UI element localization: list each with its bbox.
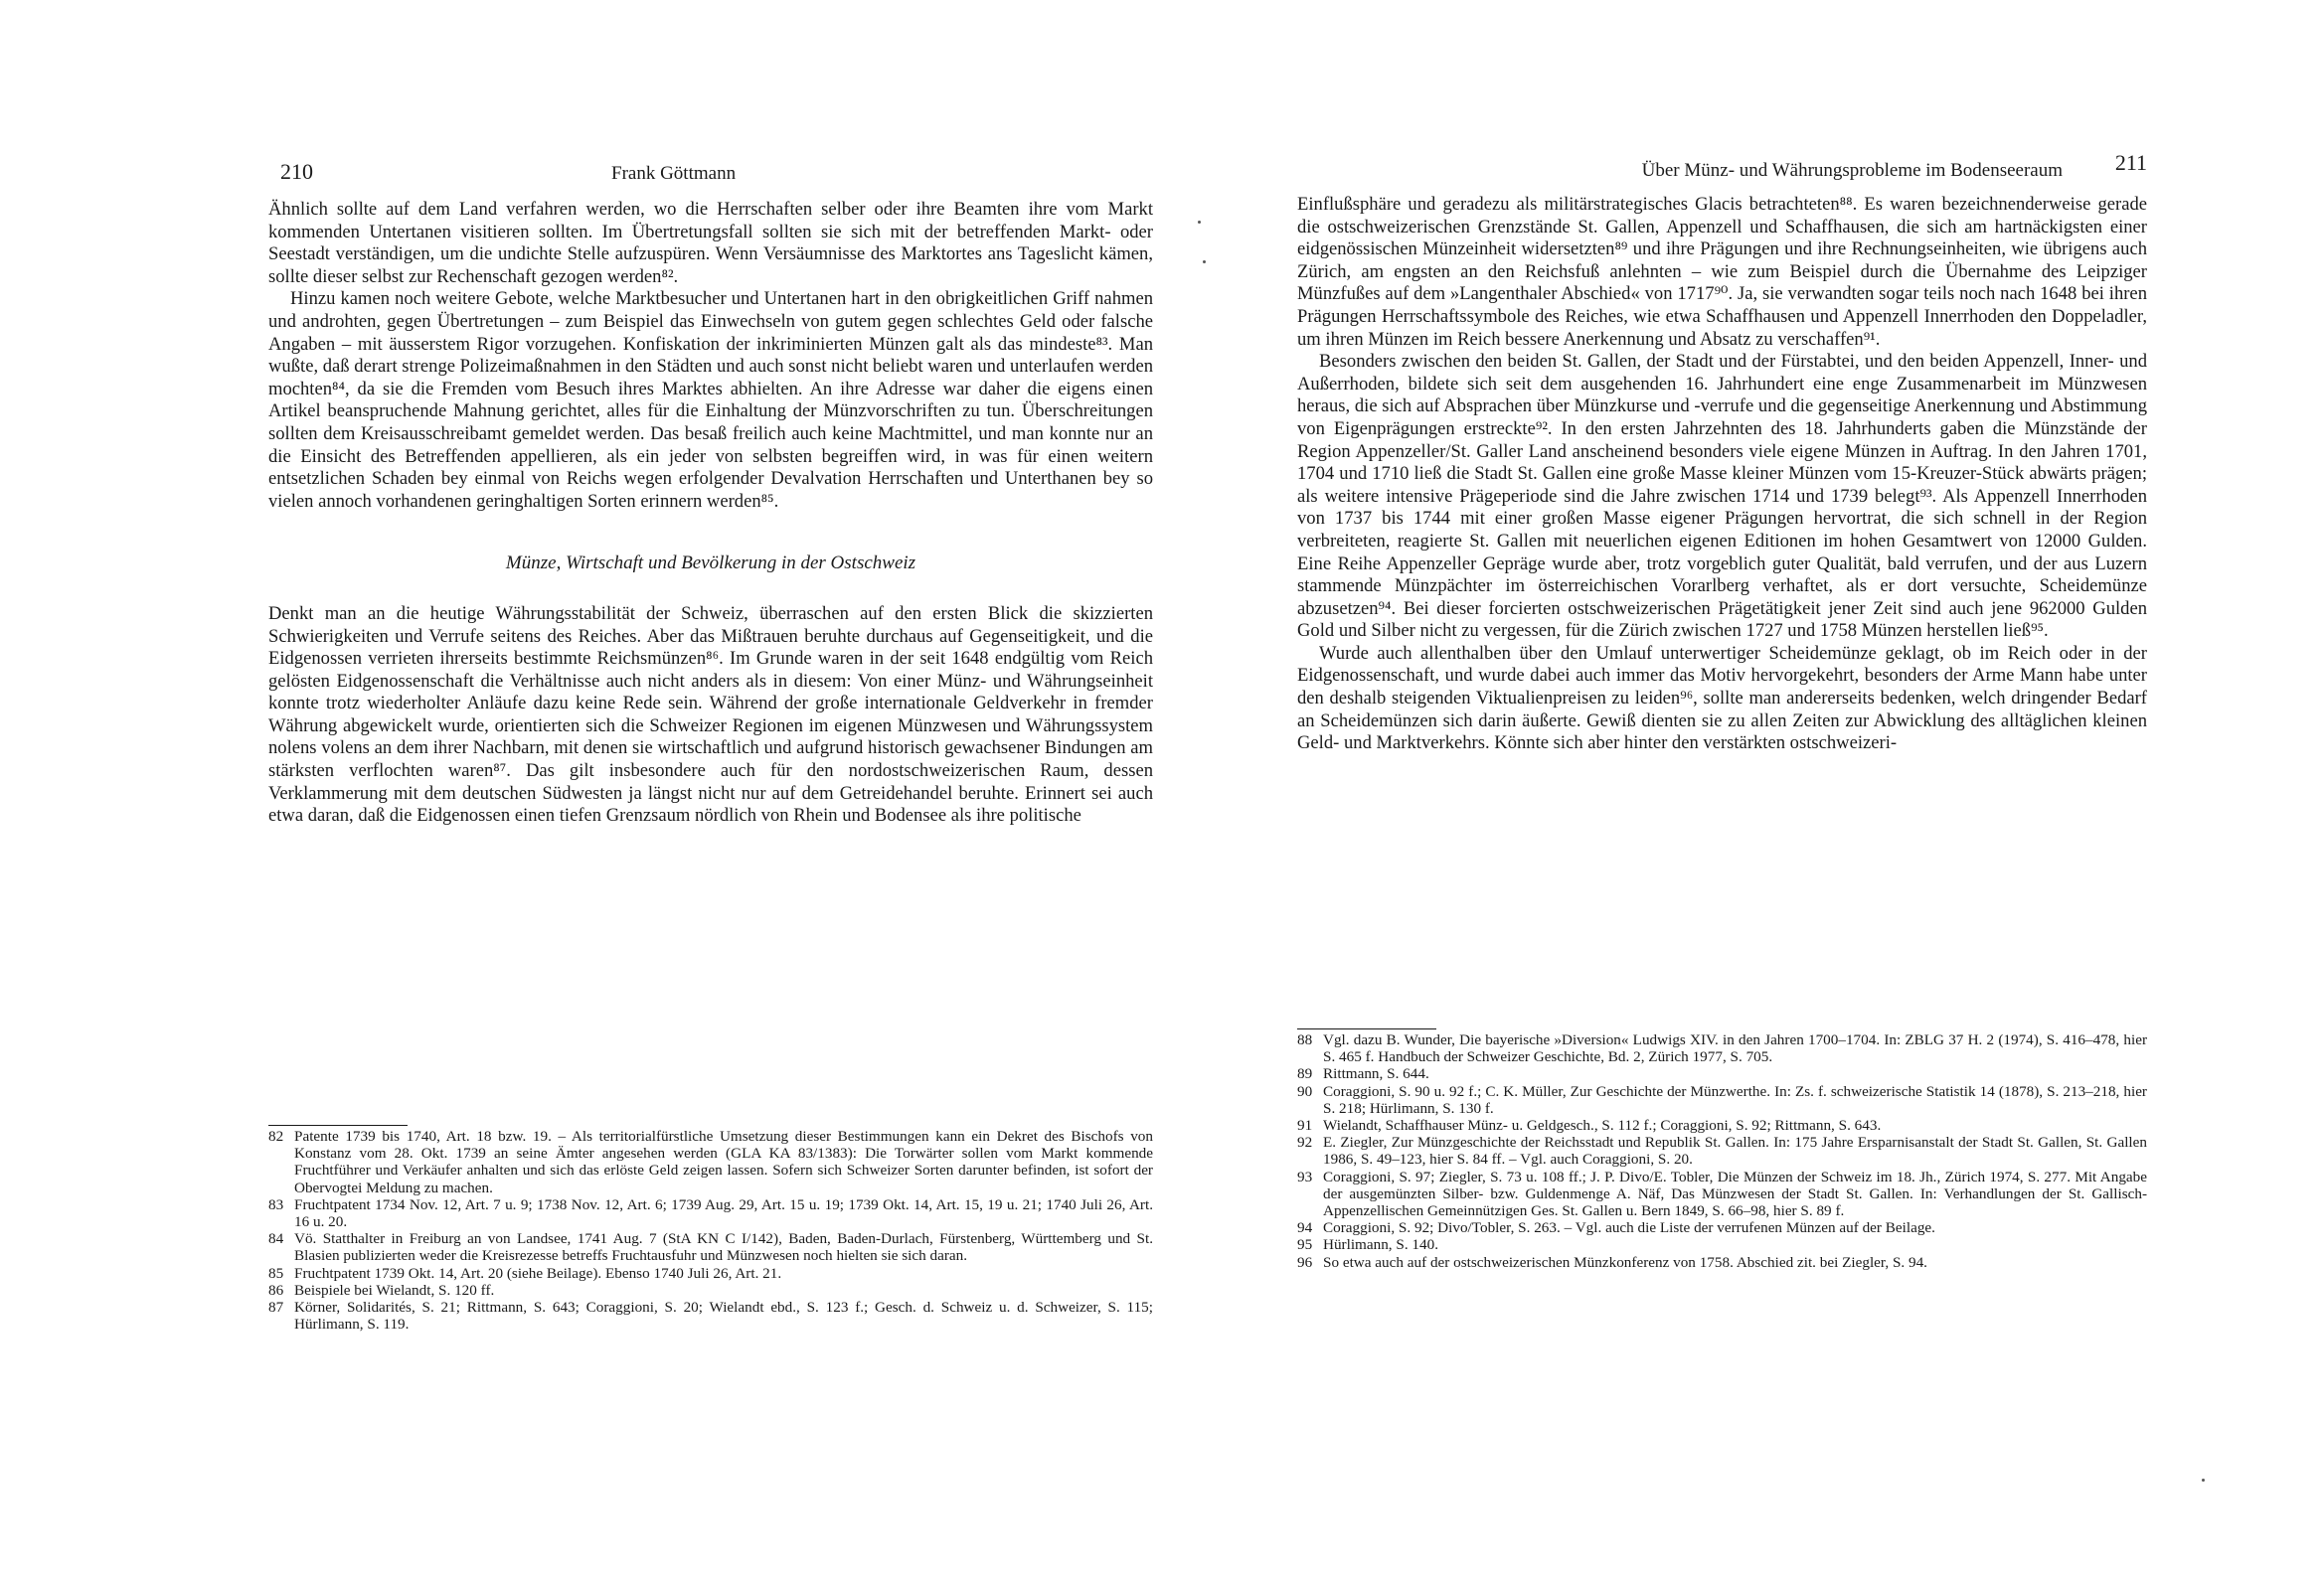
footnote-text: Wielandt, Schaffhauser Münz- u. Geldgesch., S. 112 f.; Coraggioni, S. 92; Rittmann, S. 643.	[1323, 1117, 1882, 1135]
footnote-text: Fruchtpatent 1739 Okt. 14, Art. 20 (siehe Beilage). Ebenso 1740 Juli 26, Art. 21.	[294, 1264, 782, 1282]
footnote-text: Coraggioni, S. 97; Ziegler, S. 73 u. 108 ff.; J. P. Divo/E. Tobler, Die Münzen der Schweiz im 18. Jh., Zürich 1974, S. 277. Mit Angabe der ausgemünzten Silber- bzw. Guldenmenge A. Näf, Das Münzwesen der Stadt St. Gallen. In: Verhandlungen der St. Gallisch-Appenzellischen Gemeinnützigen Ges. St. Gallen u. Bern 1849, S. 66–98, hier S. 89 f.	[1323, 1168, 2147, 1220]
footnote	[1297, 1117, 2147, 1134]
footnote	[1297, 1236, 2147, 1253]
footnote	[268, 1265, 1153, 1282]
paragraph: Besonders zwischen den beiden St. Gallen, der Stadt und der Fürstabtei, und den beiden Appenzell, Inner- und Außerrhoden, bildete sich seit dem ausgehenden 16. Jahrhundert eine enge Zusammenarbeit im Münzwesen heraus, die sich auf Absprachen über Münzkurse und -verrufe und die gegenseitige Anerkennung und Abstimmung von Eigenprägungen erstreckte⁹². In den ersten Jahrzehnten des 18. Jahrhunderts gaben die Münzstände der Region Appenzeller/St. Galler Land anscheinend besonders viele eigene Münzen in Auftrag. In den Jahren 1701, 1704 und 1710 ließ die Stadt St. Gallen eine große Masse kleiner Münzen vom 15-Kreuzer-Stück abwärts prägen; als weitere intensive Prägeperiode sind die Jahre zwischen 1714 und 1739 belegt⁹³. Als Appenzell Innerrhoden von 1737 bis 1744 mit einer großen Masse eigener Prägungen hervortrat, die sich schnell in der Region verbreiteten, reagierte St. Gallen mit neuerlichen eigenen Editionen im hohen Gesamtwert von 12000 Gulden. Eine Reihe Appenzeller Gepräge wurde aber, trotz vorgeblich guter Qualität, bald verrufen, und der aus Luzern stammende Münzpächter im österreichischen Vorarlberg verhaftet, als er dort versuchte, Scheidemünze abzusetzen⁹⁴. Bei dieser forcierten ostschweizerischen Prägetätigkeit jener Zeit sind auch jene 962000 Gulden Gold und Silber nicht zu vergessen, für die Zürich zwischen 1727 und 1758 Münzen herstellen ließ⁹⁵.	[1297, 351, 2147, 642]
footnote-text: Vgl. dazu B. Wunder, Die bayerische »Diversion« Ludwigs XIV. in den Jahren 1700–1704. In: ZBLG 37 H. 2 (1974), S. 416–478, hier S. 465 f. Handbuch der Schweizer Geschichte, Bd. 2, Zürich 1977, S. 705.	[1323, 1031, 2147, 1066]
footnote-text: Coraggioni, S. 92; Divo/Tobler, S. 263. – Vgl. auch die Liste der verrufenen Münzen auf der Beilage.	[1323, 1219, 1935, 1237]
footnote-number: 85	[268, 1264, 284, 1282]
footnote	[268, 1128, 1153, 1196]
left-footnotes	[268, 1125, 1153, 1333]
right-footnotes	[1297, 1028, 2147, 1271]
right-page	[1297, 150, 2147, 1271]
footnote	[268, 1196, 1153, 1230]
footnote-number: 82	[268, 1128, 284, 1145]
paragraph: Wurde auch allenthalben über den Umlauf unterwertiger Scheidemünze geklagt, ob im Reich oder in der Eidgenossenschaft, und wurde dabei auch immer das Motiv hervorgekehrt, besonders der Arme Mann habe unter den deshalb steigenden Viktualienpreisen zu leiden⁹⁶, sollte man andererseits bedenken, welch dringender Bedarf an Scheidemünzen sich darin äußerte. Gewiß dienten sie zu allen Zeiten zur Abwicklung des alltäglichen kleinen Geld- und Marktverkehrs. Könnte sich aber hinter den verstärkten ostschweizeri-	[1297, 642, 2147, 754]
footnote-number: 88	[1297, 1031, 1313, 1048]
left-page	[268, 159, 1153, 1334]
footnote	[1297, 1219, 2147, 1236]
footnote-rule	[268, 1125, 408, 1126]
footnote-text: Patente 1739 bis 1740, Art. 18 bzw. 19. – Als territorialfürstliche Umsetzung dieser Bestimmungen kann ein Dekret des Bischofs von Konstanz vom 28. Okt. 1739 an seine Ämter angesehen werden (GLA KA 83/1383): Die Torwärter sollen vom Markt kommende Fruchtführer und Verkäufer anhalten und sich das erlöste Geld zeigen lassen. Sofern sich Schweizer Sorten darunter befinden, ist sofort der Obervogtei Meldung zu machen.	[294, 1128, 1153, 1196]
footnote-number: 94	[1297, 1219, 1313, 1237]
footnote-number: 89	[1297, 1065, 1313, 1083]
right-body-text	[1297, 194, 2147, 755]
footnote	[1297, 1065, 2147, 1082]
footnote-text: Coraggioni, S. 90 u. 92 f.; C. K. Müller, Zur Geschichte der Münzwerthe. In: Zs. f. schweizerische Statistik 14 (1878), S. 213–218, hier S. 218; Hürlimann, S. 130 f.	[1323, 1082, 2147, 1117]
section-heading: Münze, Wirtschaft und Bevölkerung in der Ostschweiz	[505, 552, 916, 574]
footnote-number: 96	[1297, 1253, 1313, 1271]
running-head: Frank Göttmann	[611, 163, 737, 184]
footnote	[268, 1230, 1153, 1264]
footnote-number: 83	[268, 1195, 284, 1213]
footnote	[268, 1282, 1153, 1299]
footnote-text: E. Ziegler, Zur Münzgeschichte der Reichsstadt und Republik St. Gallen. In: 175 Jahre Ersparnisanstalt der Stadt St. Gallen, St. Gallen 1986, S. 49–123, hier S. 84 ff. – Vgl. auch Coraggioni, S. 20.	[1323, 1134, 2147, 1169]
left-body-text	[268, 199, 1153, 828]
page-number: 211	[2114, 150, 2147, 175]
footnote-rule	[1297, 1028, 1436, 1029]
footnote-number: 91	[1297, 1117, 1313, 1135]
footnote	[1297, 1134, 2147, 1168]
footnote	[1297, 1254, 2147, 1271]
footnote-number: 95	[1297, 1236, 1313, 1254]
scan-speck	[1203, 260, 1206, 263]
right-page-header	[1297, 150, 2147, 194]
footnote	[1297, 1083, 2147, 1117]
footnote-text: Rittmann, S. 644.	[1323, 1065, 1429, 1083]
footnote-text: Körner, Solidarités, S. 21; Rittmann, S. 643; Coraggioni, S. 20; Wielandt ebd., S. 123 f.; Gesch. d. Schweiz u. d. Schweizer, S. 115; Hürlimann, S. 119.	[294, 1299, 1153, 1334]
footnote-text: Hürlimann, S. 140.	[1323, 1236, 1439, 1254]
page-number: 210	[280, 159, 313, 184]
paragraph: Denkt man an die heutige Währungsstabilität der Schweiz, überraschen auf den ersten Blick die skizzierten Schwierigkeiten und Verrufe seitens des Reiches. Aber das Mißtrauen beruhte durchaus auf Gegenseitigkeit, und die Eidgenossen verrieten ihrerseits bestimmte Reichsmünzen⁸⁶. Im Grunde waren in der seit 1648 endgültig vom Reich gelösten Eidgenossenschaft die Verhältnisse auch nicht anders als in diesem: Von einer Münz- und Währungseinheit konnte trotz wiederholter Anläufe dazu keine Rede sein. Während der große internationale Geldverkehr in fremder Währung abgewickelt wurde, orientierten sich die Schweizer Regionen im eigenen Münzwesen und Währungssystem nolens volens an dem ihrer Nachbarn, mit denen sie wirtschaftlich und aufgrund historisch gewachsener Bindungen am stärksten verflochten waren⁸⁷. Das gilt insbesondere auch für den nordostschweizerischen Raum, dessen Verklammerung mit dem deutschen Südwesten ja längst nicht nur auf dem Getreidehandel beruhte. Erinnert sei auch etwa daran, daß die Eidgenossen einen tiefen Grenzsaum nördlich von Rhein und Bodensee als ihre politische	[268, 602, 1153, 827]
footnote-number: 93	[1297, 1168, 1313, 1185]
left-page-header	[268, 159, 1153, 199]
footnote-text: Fruchtpatent 1734 Nov. 12, Art. 7 u. 9; 1738 Nov. 12, Art. 6; 1739 Aug. 29, Art. 15 u. 19; 1739 Okt. 14, Art. 15, 19 u. 21; 1740 Juli 26, Art. 16 u. 20.	[294, 1195, 1153, 1231]
footnote	[1297, 1169, 2147, 1220]
paragraph: Einflußsphäre und geradezu als militärstrategisches Glacis betrachteten⁸⁸. Es waren bezeichnenderweise gerade die ostschweizerischen Grenzstände St. Gallen, Appenzell und Schaffhausen, die sich am hartnäckigsten einer eidgenössischen Münzeinheit widersetzten⁸⁹ und ihre Prägungen und ihre Rechnungseinheiten, wie übrigens auch Zürich, am engsten an den Reichsfuß anlehnten – wie zum Beispiel durch die Übernahme des Leipziger Münzfußes auf dem »Langenthaler Abschied« von 1717⁹⁰. Ja, sie verwandten sogar teils noch nach 1648 bei ihren Prägungen Herrschaftssymbole des Reiches, wie etwa Schaffhausen und Appenzell Innerrhoden den Doppeladler, um ihren Münzen im Reich bessere Anerkennung und Absatz zu verschaffen⁹¹.	[1297, 194, 2147, 350]
footnote-text: Vö. Statthalter in Freiburg an von Landsee, 1741 Aug. 7 (StA KN C I/142), Baden, Baden-Durlach, Fürstenberg, Württemberg und St. Blasien publizierten weder die Kreisrezesse betreffs Fruchtausfuhr und Münzwesen noch hielten sie sich daran.	[294, 1230, 1153, 1265]
footnote-number: 86	[268, 1281, 284, 1299]
paragraph: Ähnlich sollte auf dem Land verfahren werden, wo die Herrschaften selber oder ihre Beamten ihre vom Markt kommenden Untertanen visitieren sollten. Im Übertretungsfall sollten sie sich mit der betreffenden Markt- oder Seestadt verständigen, um die undichte Stelle aufzuspüren. Wenn Versäumnisse des Marktortes ans Tageslicht kämen, sollte dieser selbst zur Rechenschaft gezogen werden⁸².	[268, 199, 1153, 287]
footnote	[1297, 1031, 2147, 1065]
footnote-number: 84	[268, 1230, 284, 1248]
footnote-text: So etwa auch auf der ostschweizerischen Münzkonferenz von 1758. Abschied zit. bei Ziegler, S. 94.	[1323, 1253, 1927, 1271]
footnote	[268, 1299, 1153, 1333]
footnote-text: Beispiele bei Wielandt, S. 120 ff.	[294, 1281, 495, 1299]
scan-speck	[2202, 1479, 2205, 1482]
paragraph: Hinzu kamen noch weitere Gebote, welche Marktbesucher und Untertanen hart in den obrigkeitlichen Griff nahmen und androhten, gegen Übertretungen – zum Beispiel das Einwechseln von gutem gegen schlechtes Geld oder falsche Angaben – mit äusserstem Rigor vorzugehen. Konfiskation der inkriminierten Münzen galt als das mindeste⁸³. Man wußte, daß derart strenge Polizeimaßnahmen in den Städten und auch sonst nicht beliebt waren und unterlaufen werden mochten⁸⁴, da sie die Fremden vom Besuch ihres Marktes abhielten. An ihre Adresse war daher die eigens einen Artikel beanspruchende Mahnung gerichtet, alles für die Einhaltung der Münzvorschriften zu tun. Überschreitungen sollten dem Kreisausschreibamt gemeldet werden. Das besaß freilich auch keine Machtmittel, und man konnte nur an die Einsicht des Betreffenden appellieren, als ein jeder von selbsten begreiffen wird, in was für einen weitern entsetzlichen Schaden bey einmal von Reichs wegen erfolgender Devalvation Herrschaften und Unterthanen bey so vielen annoch vorhandenen geringhaltigen Sorten erinnern werden⁸⁵.	[268, 288, 1153, 512]
running-head: Über Münz- und Währungsprobleme im Bodenseeraum	[1641, 160, 2063, 181]
footnote-number: 90	[1297, 1082, 1313, 1100]
scan-speck	[1198, 221, 1201, 224]
footnote-number: 87	[268, 1299, 284, 1317]
footnote-number: 92	[1297, 1134, 1313, 1152]
